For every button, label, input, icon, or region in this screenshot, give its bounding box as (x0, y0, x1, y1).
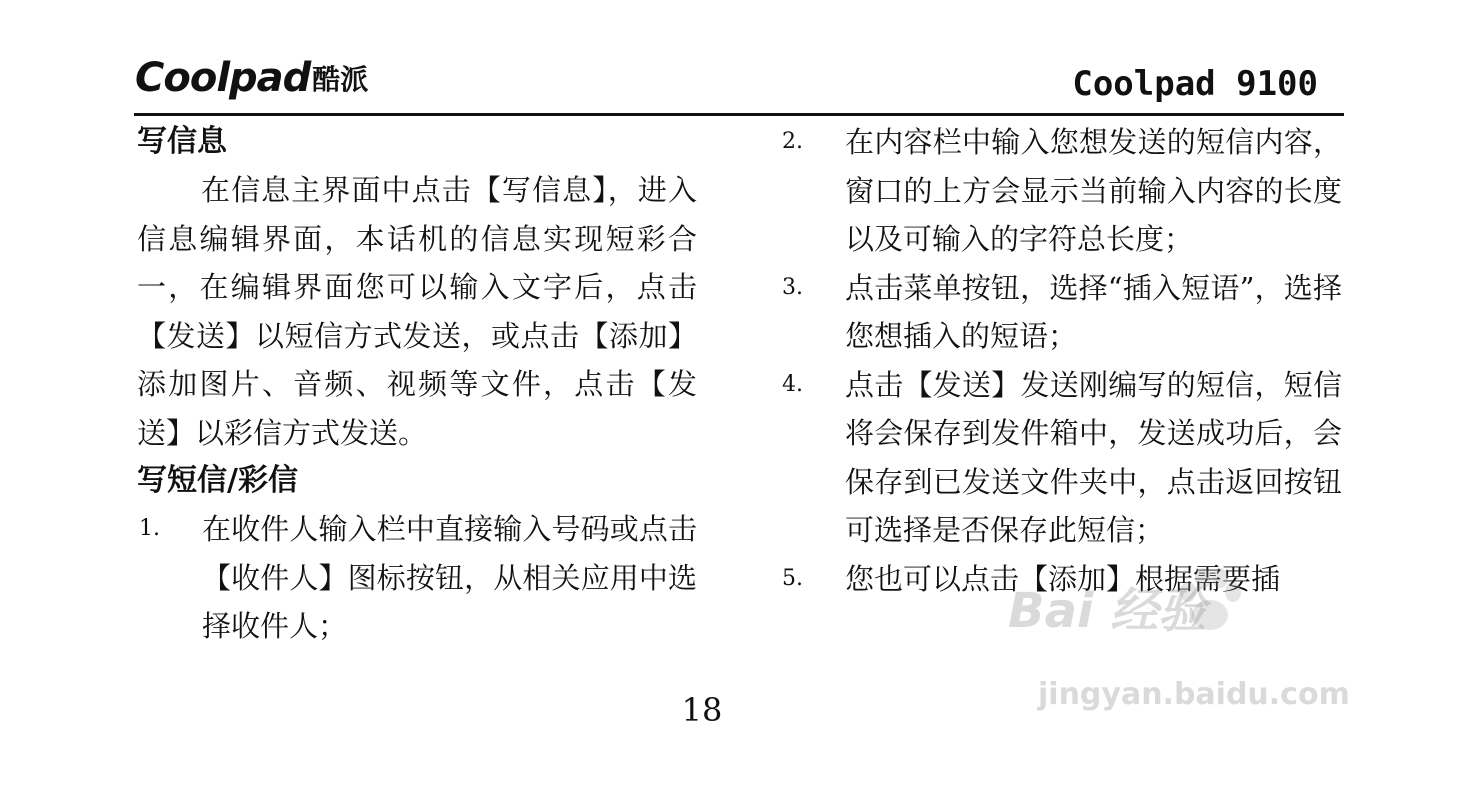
step-number: 5. (782, 565, 803, 591)
list-item (780, 118, 1342, 264)
section-heading-sms-mms: 写短信/彩信 (137, 463, 298, 498)
header-rule (134, 113, 1344, 116)
step-text: 点击菜单按钮，选择“插入短语”，选择您想插入的短语； (845, 270, 1342, 353)
step-number: 2. (782, 129, 803, 154)
page-number: 18 (681, 691, 723, 729)
step-text: 在收件人输入栏中直接输入号码或点击【收件人】图标按钮，从相关应用中选择收件人； (202, 512, 697, 643)
logo-text: Coolpad (135, 55, 311, 101)
list-item (137, 505, 697, 651)
logo-cn-text: 酷派 (312, 63, 369, 96)
coolpad-logo (135, 56, 368, 102)
intro-paragraph: 在信息主界面中点击【写信息】，进入信息编辑界面，本话机的信息实现短彩合一，在编辑界面您可以输入文字后，点击【发送】以短信方式发送，或点击【添加】添加图片、音频、视频等文件，点击【发送】以彩信方式发送。 (137, 173, 697, 450)
step-text: 点击【发送】发送刚编写的短信，短信将会保存到发件箱中，发送成功后，会保存到已发送文件夹中，点击返回按钮可选择是否保存此短信； (845, 367, 1342, 547)
step-number: 1. (139, 516, 160, 541)
watermark-url: jingyan.baidu.com (1038, 677, 1350, 712)
step-number: 4. (782, 371, 803, 397)
model-name: Coolpad 9100 (1072, 64, 1318, 104)
left-column (137, 118, 697, 651)
step-number: 3. (782, 274, 803, 300)
section-heading-write-message: 写信息 (137, 124, 227, 159)
step-text: 在内容栏中输入您想发送的短信内容，窗口的上方会显示当前输入内容的长度以及可输入的字符总长度； (845, 125, 1342, 256)
step-text: 您也可以点击【添加】根据需要插 (845, 561, 1281, 596)
steps-list-left (137, 505, 697, 651)
list-item (780, 361, 1342, 555)
list-item (780, 264, 1342, 361)
right-column (780, 118, 1342, 603)
baidu-watermark (1008, 585, 1350, 713)
watermark-line1: Bai 经验 (1008, 583, 1207, 639)
steps-list-right (780, 118, 1342, 603)
